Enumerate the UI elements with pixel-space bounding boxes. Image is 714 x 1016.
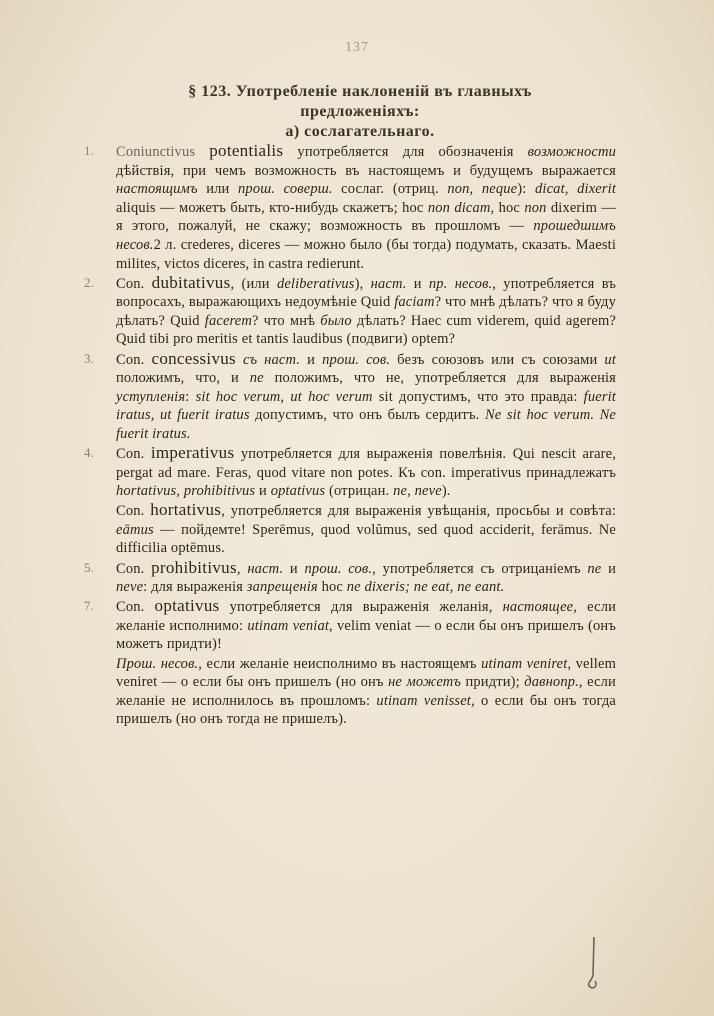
grammar-term: imperativus <box>150 443 235 462</box>
text-segment: ne <box>587 560 602 577</box>
text-segment: , о если бы онъ тогда пришелъ (но онъ тогда не пришелъ). <box>116 692 616 728</box>
margin-number: 5. <box>84 559 95 575</box>
grammar-term: hortativus <box>150 500 222 520</box>
text-segment: Con. <box>116 446 151 462</box>
text-segment: ne dixeris; ne eat, ne eant. <box>346 579 505 596</box>
text-segment: Con. <box>116 351 152 368</box>
text-segment: употребляется для обозначенія <box>283 144 528 160</box>
text-segment: давнопр. <box>524 674 579 691</box>
text-segment: и <box>283 560 305 577</box>
text-segment: употребляется для выраженія желанія, <box>219 599 503 616</box>
text-segment: настоящее <box>502 599 574 616</box>
text-segment: , если желаніе неисполнимо въ настоящемъ <box>198 655 482 672</box>
text-segment: прошедшимъ несов. <box>116 218 616 253</box>
text-segment: utinam veniat <box>247 617 330 634</box>
text-segment: Con. <box>116 275 152 292</box>
text-segment: faciam <box>394 294 435 311</box>
text-segment: hoc <box>317 579 347 596</box>
grammar-term: prohibitivus <box>151 557 237 577</box>
paragraph <box>84 348 617 444</box>
text-segment: ). <box>441 483 451 500</box>
text-segment: non <box>524 199 547 216</box>
grammar-term: optativus <box>154 596 220 616</box>
text-segment: non, neque <box>447 181 518 198</box>
paragraph <box>84 557 616 597</box>
text-segment: , употребляется съ отрицаніемъ <box>372 560 588 577</box>
text-segment: dicat, dixerit <box>535 181 617 198</box>
text-segment: optativus <box>270 483 326 500</box>
text-segment: и <box>601 560 616 577</box>
text-segment: , vellem veniret — о если бы онъ пришелъ (но онъ <box>116 655 616 691</box>
text-segment: ne, neve <box>393 483 442 500</box>
paragraph <box>84 272 617 349</box>
text-segment: , если желаніе не исполнилось въ прошломъ: <box>116 674 616 709</box>
text-segment: дѣйствія, при чемъ возможность въ настоящемъ и будущемъ выражается <box>116 162 616 179</box>
text-segment: положимъ, что, и <box>116 370 250 387</box>
margin-number: 3. <box>84 350 95 366</box>
text-segment: hortativus, prohibitivus <box>116 483 256 500</box>
text-segment: Ne sit hoc verum. Ne fuerit iratus. <box>116 407 616 442</box>
text-segment: прош. соверш. <box>238 181 333 198</box>
text-segment: : <box>185 388 196 405</box>
body-text <box>84 141 617 729</box>
paragraph <box>84 443 616 501</box>
heading-subtitle: a) сослагательнаго. <box>285 123 435 140</box>
text-segment: Прош. несов. <box>116 655 199 672</box>
text-segment: , hoc <box>490 199 525 216</box>
text-segment: и <box>255 483 271 500</box>
text-segment: положимъ, что не, употребляется для выраженія <box>263 370 616 387</box>
text-segment: neve <box>116 579 144 596</box>
text-segment: Con. <box>116 599 155 616</box>
text-segment: , употребляется для выраженія увѣщанія, просьбы и совѣта: <box>221 503 616 520</box>
text-segment: наст. <box>370 275 407 292</box>
text-segment: aliquis — можетъ быть, кто-нибудь скажетъ; hoc <box>116 199 428 216</box>
text-segment: ? что мнѣ дѣлать? что я буду дѣлать? Quid <box>116 294 616 329</box>
heading-line-1: § 123. Употребленіе наклоненій въ главныхъ <box>188 83 532 100</box>
text-segment: non dicam <box>427 199 491 216</box>
text-segment: безъ союзовъ или съ союзами <box>390 351 605 368</box>
text-segment: или <box>197 181 239 198</box>
text-segment: и <box>300 351 323 368</box>
text-segment: — пойдемте! Sperēmus, quod volŭmus, sed quod acciderit, ferāmus. Ne difficilia optēmus. <box>116 521 616 557</box>
margin-number: 4. <box>84 445 95 460</box>
text-segment: съ наст. <box>243 351 301 368</box>
text-segment: придти); <box>461 674 525 691</box>
grammar-term: potentialis <box>209 141 284 160</box>
grammar-term: concessivus <box>151 348 236 368</box>
text-segment: сослаг. (отриц. <box>332 181 448 198</box>
text-segment: ut <box>604 351 617 368</box>
text-segment: deliberativus <box>276 275 355 292</box>
text-segment: 2 л. crederes, diceres — можно было (бы тогда) подумать, сказать. Maesti milites, victos diceres, in castra redierunt. <box>116 236 616 272</box>
text-segment: Con. <box>116 503 151 520</box>
text-segment: ? что мнѣ <box>252 312 321 329</box>
heading-line-2: предложеніяхъ: <box>300 103 420 120</box>
text-segment: и <box>406 275 429 292</box>
text-segment: возможности <box>527 144 616 160</box>
text-segment: Con. <box>116 560 152 577</box>
text-segment: , <box>236 560 248 577</box>
text-segment: , velim veniat — о если бы онъ пришелъ (онъ можетъ придти)! <box>116 617 616 653</box>
text-segment: употребляется для выраженія повелѣнія. Qui nescit arare, pergat ad mare. Feras, quod vitare non potes. Къ con. imperativus принадлежатъ <box>116 446 616 481</box>
text-segment: запрещенія <box>246 579 318 596</box>
text-segment: dixerim — я этого, пожалуй, не скажу; возможность въ прошломъ — <box>116 199 616 235</box>
text-segment: не можетъ <box>388 674 462 691</box>
text-segment: sit допустимъ, что это правда: <box>372 388 584 405</box>
paragraph <box>84 141 617 273</box>
text-segment: , употребляется въ вопросахъ, выражающихъ недоумѣніе Quid <box>116 275 617 311</box>
text-segment: было <box>320 312 352 329</box>
text-segment: eāmus <box>116 521 154 538</box>
text-segment <box>236 352 243 368</box>
text-segment: Coniunctivus <box>116 144 210 160</box>
text-segment: ne <box>249 370 264 387</box>
text-segment: прош. сов. <box>322 351 391 368</box>
text-segment: пр. несов. <box>428 275 493 292</box>
paragraph <box>84 596 616 654</box>
paragraph <box>116 655 616 729</box>
text-segment: настоящимъ <box>116 181 198 198</box>
text-segment: : для выраженія <box>143 579 247 596</box>
text-segment: facerem <box>204 312 252 329</box>
text-segment: fuerit iratus, ut fuerit iratus <box>116 388 616 424</box>
margin-number: 2. <box>84 274 95 290</box>
paragraph <box>116 501 616 558</box>
text-segment: utinam venisset <box>376 692 471 709</box>
text-segment: ): <box>517 181 536 198</box>
text-segment: дѣлать? Haec cum viderem, quid agerem? Quid tibi pro meritis et tantis laudibus (подвиги) optem? <box>116 312 616 348</box>
margin-number: 1. <box>84 143 95 158</box>
text-segment: sit hoc verum, ut hoc verum <box>195 388 373 405</box>
text-segment: уступленія <box>116 388 186 405</box>
section-heading <box>100 82 620 142</box>
text-segment: (отрицан. <box>325 483 394 500</box>
text-segment: наст. <box>247 560 284 577</box>
text-segment: , если желаніе исполнимо: <box>116 599 616 634</box>
text-segment: допустимъ, что онъ былъ сердитъ. <box>249 407 485 424</box>
page-number: 137 <box>345 40 369 55</box>
text-segment: прош. сов. <box>304 560 373 577</box>
text-segment: , (или <box>230 275 277 292</box>
text-segment: ), <box>354 275 371 292</box>
pencil-mark-icon <box>578 935 608 995</box>
margin-number: 7. <box>84 598 95 614</box>
text-segment: utinam veniret <box>481 655 568 672</box>
grammar-term: dubitativus <box>151 272 231 292</box>
